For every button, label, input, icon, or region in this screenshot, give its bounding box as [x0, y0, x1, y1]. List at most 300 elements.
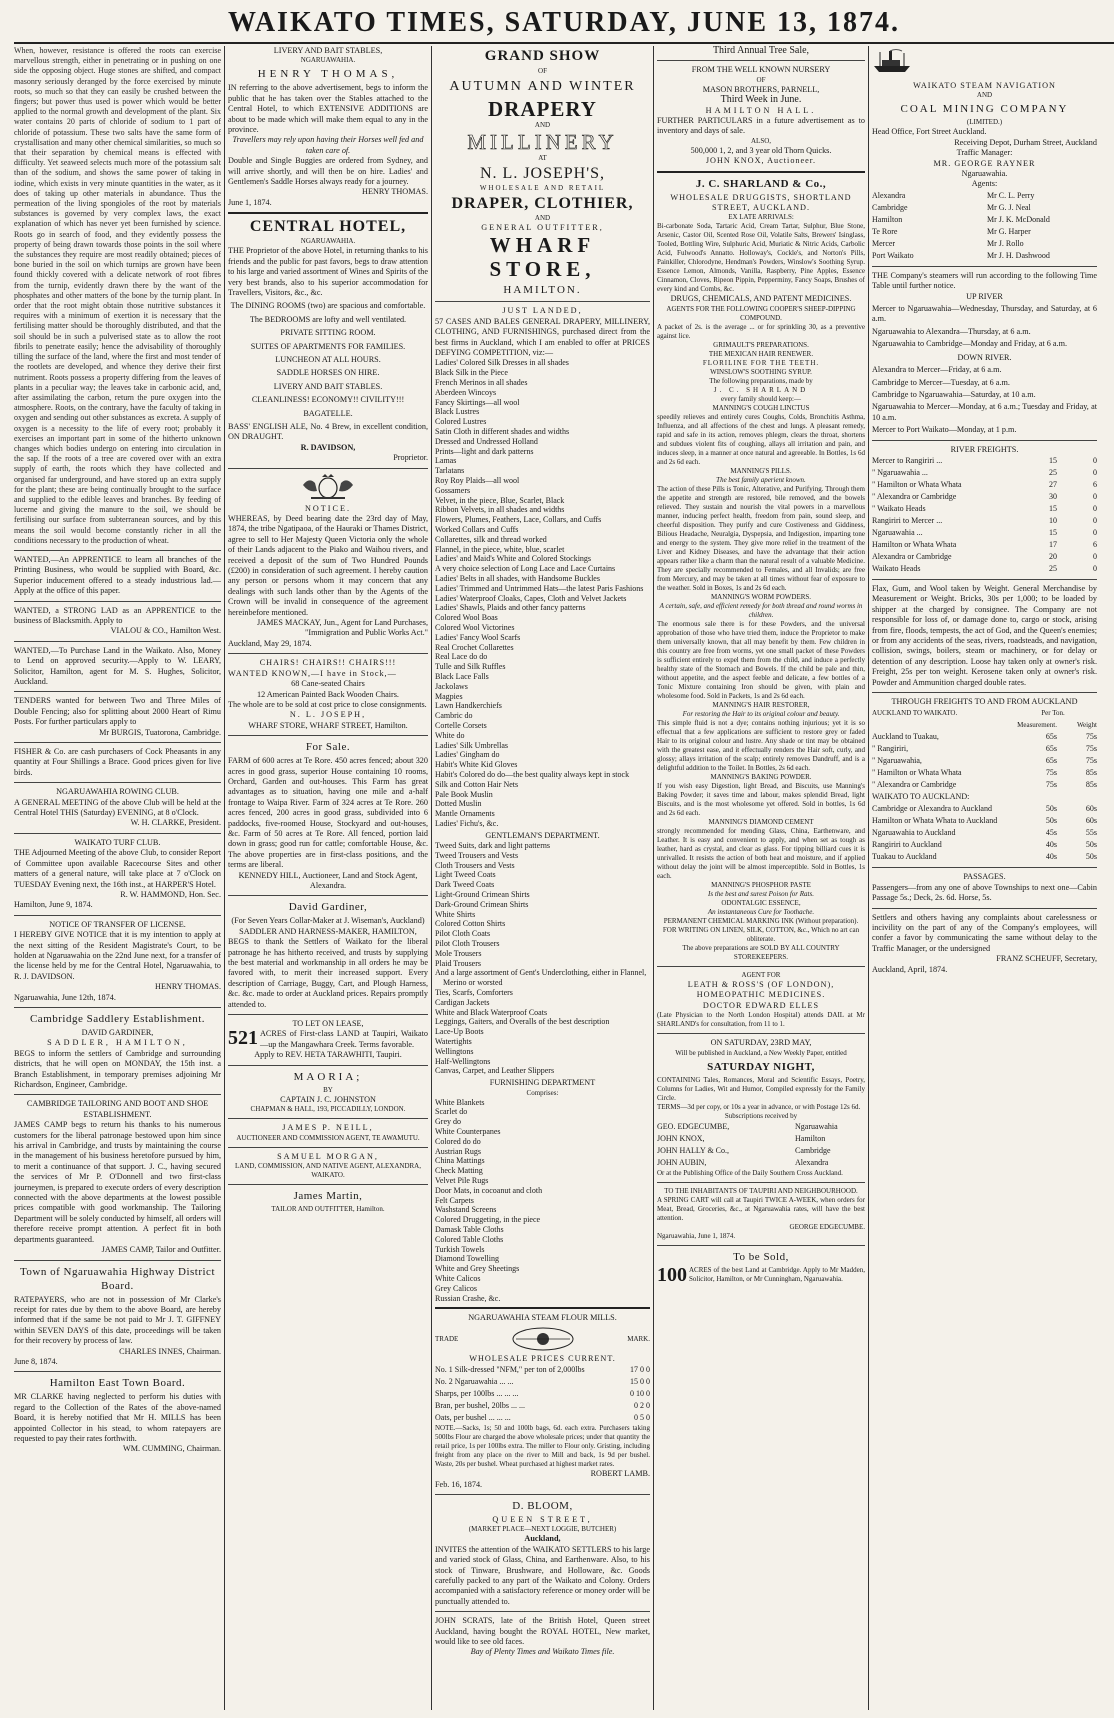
tree-from: FROM THE WELL KNOWN NURSERY	[691, 65, 831, 75]
trade-mark-row	[435, 1326, 650, 1352]
cough-text: speedily relieves and entirely cures Coughs, Colds, Bronchitis Asthma, Influenza, and all affections of the chest and lungs. A pleasant remedy, rapid and safe in its action, removes phlegm, clears the throat, shortens and subdues violent fits of coughing, allays all irritation and pain, and induces sleep, in a manner at once natural and agreeable. In Bottles, 1s 6d and 2s 6d each.	[657, 412, 865, 466]
odont-heading: ODONTALGIC ESSENCE,	[721, 898, 801, 907]
scratt-text: JOHN SCRATS, late of the British Hotel, Queen street Auckland, having bought the ROYAL HOTEL, New market, would like to see old faces.	[435, 1616, 650, 1647]
drapery-item: Roy Roy Plaids—all wool	[435, 476, 520, 485]
column-rule	[224, 46, 225, 1710]
agent-town: Cambridge	[872, 202, 908, 212]
through-route: " Hamilton or Whata Whata	[872, 768, 962, 778]
through-route: " Rangiriri,	[872, 744, 909, 754]
furnishing-item: Grey Calicos	[435, 1283, 477, 1293]
divider	[228, 653, 428, 654]
odont-sub: An instantaneous Cure for Toothache.	[707, 907, 815, 916]
divider	[14, 1371, 221, 1372]
sold-acres-number: 100	[657, 1263, 687, 1286]
drapery-item: Ribbon Velvets, in all shades and widths	[435, 505, 565, 515]
freight-row	[872, 563, 1097, 575]
agents-heading: AGENTS FOR THE FOLLOWING COOPER'S SHEEP-DIPPING COMPOUND.	[666, 304, 856, 322]
ad-date: Auckland, May 29, 1874.	[228, 638, 312, 648]
drapery-item: Black Lustres	[435, 407, 480, 417]
divider	[228, 1147, 428, 1148]
neill-text: AUCTIONEER AND COMMISSION AGENT, TE AWAMUTU.	[236, 1133, 420, 1142]
bloom-town: Auckland,	[524, 1534, 561, 1544]
furnishing-item: Colored do do	[435, 1136, 481, 1146]
furnishing-item: Scarlet do	[435, 1107, 468, 1117]
chairs-signature: N. L. JOSEPH,	[289, 710, 367, 720]
freight-route: " Alexandra or Cambridge	[872, 491, 957, 501]
freight-row	[872, 503, 1097, 515]
column-4	[657, 46, 865, 1710]
agent-town: Alexandra	[872, 190, 906, 200]
through-weight: 85s	[1085, 780, 1097, 790]
lease-body: ACRES of First-class LAND at Taupiri, Waikato—up the Mangawhara Creek. Terms favorable.	[260, 1029, 428, 1049]
grand-and: AND	[534, 121, 551, 129]
ad-signature: KENNEDY HILL, Auctioneer, Land and Stock Agent, Alexandra.	[238, 870, 418, 890]
divider	[228, 212, 428, 214]
coal-heading: COAL MINING COMPANY	[900, 103, 1069, 116]
maoria-heading: MAORIA;	[293, 1070, 363, 1083]
freight-row	[872, 539, 1097, 551]
ad-date: Hamilton, June 9, 1874.	[14, 900, 93, 910]
gents-item: Colored Cotton Shirts	[435, 919, 506, 929]
price-item: Bran, per bushel, 20lbs ... ...	[435, 1401, 525, 1411]
through-row	[872, 851, 1097, 863]
through-route: Tuakau to Auckland	[872, 852, 937, 862]
gents-item: Cloth Trousers and Vests	[435, 860, 515, 870]
for-sale-text: FARM of 600 acres at Te Rore. 450 acres fenced; about 320 acres in good grass, superior House containing 10 rooms, Orchard, Garden and out-houses. This Farm has great advantages as to situation, having one mile and a-half frontage to Waipa River. Farm of 324 acres at Te Rore. 260 acres fenced, 200 acres in good grass, subdivided into 6 paddocks, five-roomed House, Stockyard and out-houses, &c. Farm of 50 acres at Te Rore. All fenced, portion laid down in grass; good run for cattle; comfortable House, &c. The above properties are in first-class positions, and the terms are liberal.	[228, 756, 428, 870]
ad-signature: Proprietor.	[393, 453, 428, 463]
furnishing-item: Washstand Screens	[435, 1205, 497, 1215]
saddlery-town: SADDLER, HAMILTON,	[47, 1038, 188, 1048]
freight-shillings: 25	[1049, 467, 1057, 477]
steam-and: AND	[976, 91, 993, 100]
tree-also: ALSO,	[750, 136, 772, 145]
up-river-heading: UP RIVER	[966, 291, 1003, 301]
freight-row	[872, 551, 1097, 563]
through-subheader-blank	[872, 719, 1009, 731]
diamond-heading: MANNING'S DIAMOND CEMENT	[708, 817, 814, 826]
ad-signature: HENRY THOMAS.	[155, 982, 221, 992]
arrivals-text: Bi-carbonate Soda, Tartaric Acid, Cream Tartar, Sulphur, Blue Stone, Arsenic, Castor Oil, Scented Rose Oil, Volatile Salts, Brewers' Isinglass, Tooled, Bottling Wire, Sulphuric Acid, Muriatic & Nitric Acids, Carbolic Acid, Fulwood's Annatto. Holloway's, Cockle's, and Norton's Pills, Painkiller, Chlorodyne, Hendman's Powders, Winslow's Soothing Syrup. Essence Lemon, Almonds, Vanilla, Raspberry, Pine Apples, Essence Cinnamon, Cloves, Ripeon Pippin, Pepperminy, Fancy Soaps, Brushes of every kind and Combs, &c.	[657, 222, 865, 294]
passages-text: Passengers—from any one of above Townships to next one—Cabin Passage 5s.; Deck, 2s. 6d. Horse, 5s.	[872, 882, 1097, 903]
gents-item: Tweed Trousers and Vests	[435, 850, 519, 860]
freight-route: " Hamilton or Whata Whata	[872, 479, 962, 489]
wharf-store: WHARF STORE,	[489, 233, 596, 282]
subscriber-name: GEO. EDGECUMBE,	[657, 1121, 730, 1131]
through-measure: 45s	[1045, 828, 1057, 838]
worm-sub: A certain, safe, and efficient remedy for both thread and round worms in children.	[659, 601, 863, 619]
price-value: 0 10 0	[630, 1389, 650, 1399]
license-notice: I HEREBY GIVE NOTICE that it is my intention to apply at the next sitting of the Resident Magistrate's Court, to be holden at Ngaruawahia on the 22nd June next, for a transfer of the license held by me for the Central Hotel, Ngaruawahia, to R. J. DAVIDSON.	[14, 930, 221, 981]
ad-date: Ngaruawahia, June 12th, 1874.	[14, 992, 116, 1002]
through-row	[872, 731, 1097, 743]
gents-item: Half-Wellingtons	[435, 1056, 491, 1066]
through-route: Cambridge or Alexandra to Auckland	[872, 804, 992, 814]
hair-sub: For restoring the Hair to its original colour and beauty.	[682, 709, 840, 718]
martin-name: James Martin,	[293, 1189, 363, 1202]
drapery-item: Ladies' Fichu's, &c.	[435, 818, 499, 828]
through-weight: 55s	[1085, 828, 1097, 838]
furnishing-item: White Calicos	[435, 1273, 481, 1283]
divider	[14, 742, 221, 743]
column-1	[14, 46, 221, 1710]
thomas-italic: Travellers may rely upon having their Horses well fed and taken care of.	[232, 135, 424, 155]
hotel-feature: LIVERY AND BAIT STABLES.	[273, 381, 383, 391]
freight-row	[872, 455, 1097, 467]
hotel-proprietor: R. DAVIDSON,	[300, 442, 356, 452]
freight-route: Ngaruawahia ...	[872, 527, 923, 537]
price-value: 17 0 0	[630, 1365, 650, 1375]
through-route: Rangiriri to Auckland	[872, 840, 942, 850]
bloom-sub: (MARKET PLACE—NEXT LOGGIE, BUTCHER)	[468, 1525, 617, 1534]
column-2	[228, 46, 428, 1710]
price-value: 0 5 0	[634, 1413, 650, 1423]
drapery-item: Dressed and Undressed Holland	[435, 436, 538, 446]
furnishing-item: Velvet Pile Rugs	[435, 1176, 489, 1185]
subscriber-town: Ngaruawahia	[795, 1121, 838, 1131]
grand-at: AT	[538, 154, 547, 162]
column-rule	[431, 46, 432, 1710]
agent-row	[872, 238, 1097, 250]
freight-shillings: 25	[1049, 563, 1057, 573]
tree-week: Third Week in June.	[720, 94, 802, 106]
divider	[657, 1033, 865, 1034]
maoria-by: BY	[323, 1085, 333, 1094]
diamond-text: strongly recommended for mending Glass, China, Earthenware, and Leather. It is easy and convenient to apply, and when set as tough as leather, hard as crystal, and clear as glass. For tipping billiard cues it is unrivalled. It resists the action of both heat and moisture, and if applied without delay the joint will be almost imperceptible. Sold in Bottles, 1s each.	[657, 826, 865, 880]
steamship-icon	[872, 48, 912, 74]
divider	[657, 1182, 865, 1183]
freight-shillings: 30	[1049, 491, 1057, 501]
freight-shillings: 27	[1049, 479, 1057, 489]
through-measure	[1009, 791, 1057, 803]
mexican: THE MEXICAN HAIR RENEWER.	[708, 349, 814, 358]
flour-mills-heading: NGARUAWAHIA STEAM FLOUR MILLS.	[468, 1313, 617, 1323]
notice-heading: NOTICE.	[304, 503, 352, 513]
freight-pence: 0	[1093, 527, 1097, 537]
subscriber-row	[657, 1145, 865, 1157]
through-measure: 75s	[1045, 768, 1057, 778]
newspaper-title: WAIKATO TIMES, SATURDAY, JUNE 13, 1874.	[227, 7, 901, 38]
thomas-notice: IN referring to the above advertisement, begs to inform the public that he has taken over the Stables attached to the Central Hotel, to which EXTENSIVE ADDITIONS are about to be made which will make them equal to any in the province.	[228, 83, 428, 135]
gents-item: Watertights	[435, 1037, 472, 1047]
through-row	[872, 839, 1097, 851]
subscriber-name: JOHN HALLY & Co.,	[657, 1145, 730, 1155]
agents-text: A packet of 2s. is the average ... or for sprinkling 30, as a preventive against lice.	[657, 322, 865, 340]
freight-route: " Waikato Heads	[872, 503, 926, 513]
through-measure: 65s	[1045, 732, 1057, 742]
freight-row	[872, 527, 1097, 539]
through-route: Ngaruawahia to Auckland	[872, 828, 956, 838]
drapery-item: Lamas	[435, 456, 457, 466]
hotel-feature: SUITES OF APARTMENTS FOR FAMILIES.	[250, 341, 406, 351]
hair-heading: MANNING'S HAIR RESTORER,	[712, 700, 810, 709]
down-river-item: Alexandra to Mercer—Friday, at 6 a.m.	[872, 365, 1002, 375]
agent-list	[872, 190, 1097, 262]
prep-line-2: every family should keep:—	[721, 394, 801, 403]
divider	[14, 691, 221, 692]
price-item: Oats, per bushel ... ... ...	[435, 1413, 511, 1423]
lease-text	[228, 1029, 428, 1050]
rowing-club-heading: NGARUAWAHIA ROWING CLUB.	[56, 787, 179, 797]
pills-sub: The best family aperient known.	[716, 475, 806, 484]
ad-signature: WM. CUMMING, Chairman.	[122, 1444, 221, 1454]
lease-acres-number: 521	[228, 1027, 258, 1050]
through-weight: 75s	[1085, 732, 1097, 742]
divider	[14, 641, 221, 642]
drapery-item: Tulle and Silk Ruffles	[435, 662, 506, 672]
through-weight: 50s	[1085, 840, 1097, 850]
freight-pence: 0	[1093, 563, 1097, 573]
tree-text: FURTHER PARTICULARS in a future advertisement as to inventory and days of sale.	[657, 116, 865, 136]
price-item: No. 2 Ngaruawahia ... ...	[435, 1377, 514, 1387]
central-hotel-ale: BASS' ENGLISH ALE, No. 4 Brew, in excellent condition, ON DRAUGHT.	[228, 421, 428, 442]
up-river-item: Ngaruawahia to Alexandra—Thursday, at 6 a.m.	[872, 326, 1031, 336]
gents-item: Tweed Suits, dark and light patterns	[435, 841, 550, 851]
drapery-item: Ladies' Gingham do	[435, 750, 500, 760]
subscriber-row	[657, 1157, 865, 1169]
drapery-item: Colored Wool Boas	[435, 613, 498, 623]
furnishing-item: Russian Crashe, &c.	[435, 1293, 501, 1303]
head-office: Head Office, Fort Street Auckland.	[872, 127, 987, 137]
agent-town: Mercer	[872, 238, 896, 248]
drapery-item: Black Lace Falls	[435, 671, 489, 681]
drapery-list	[435, 358, 650, 828]
furnishing-item: Door Mats, in cocoanut and cloth	[435, 1185, 543, 1195]
hotel-feature: LUNCHEON AT ALL HOURS.	[275, 354, 381, 364]
drapery-item: A very choice selection of Long Lace and Lace Curtains	[435, 564, 616, 574]
drapery-item: Ladies' Trimmed and Untrimmed Hats—the latest Paris Fashions	[435, 583, 644, 593]
divider	[657, 966, 865, 967]
gents-item: Plaid Trousers	[435, 958, 482, 968]
notice-text: WHEREAS, by Deed bearing date the 23rd day of May, 1874, the tribe Ngatipaoa, of the Hauraki or Thames District, agree to sell to Her Majesty Queen Victoria only the whole of their Lands adjacent to the Piako and Waihou rivers, and received a deposit of the sum of Two Hundred Pounds (£200) in consideration of such agreement. I hereby caution any person or persons whom it may concern that any dealings with such lands other than by the Agents of the Crown will be invalid in consequence of the agreement hereinbefore mentioned.	[228, 514, 428, 617]
grand-of: OF	[538, 67, 547, 75]
through-freight-table	[872, 731, 1097, 863]
agent-row	[872, 214, 1097, 226]
ad-signature: HENRY THOMAS.	[362, 187, 428, 197]
through-subheader-measure: Measurement.	[1017, 721, 1057, 730]
marking-heading: PERMANENT CHEMICAL MARKING INK (Without preparation).	[663, 916, 859, 925]
freight-shillings: 15	[1049, 503, 1057, 513]
worm-heading: MANNING'S WORM POWDERS.	[710, 592, 812, 601]
divider	[657, 1245, 865, 1246]
agent-name: Mr G. J. Neal	[987, 202, 1031, 212]
furnishing-item: Colored Table Cloths	[435, 1234, 504, 1244]
through-row	[872, 779, 1097, 791]
ad-signature: JAMES MACKAY, Jun., Agent for Land Purchases, "Immigration and Public Works Act."	[256, 618, 428, 638]
drapery-item: Worked Collars and Cuffs	[435, 524, 519, 534]
gardiner-subheading: (For Seven Years Collar-Maker at J. Wiseman's, Auckland) SADDLER AND HARNESS-MAKER, HAMILTON,	[231, 916, 425, 936]
grand-hamilton: HAMILTON.	[503, 284, 582, 297]
divider	[228, 1118, 428, 1119]
drapery-item: Ladies' Belts in all shades, with Handsome Buckles	[435, 573, 600, 583]
bloom-text: INVITES the attention of the WAIKATO SETTLERS to his large and varied stock of Glass, China, and Earthenware. Also, to his stock of Tinware, Brushware, and Holloware, &c. Goods carefully packed to any part of the Waikato and Colony. Orders accompanied with a satisfactory reference or money order will be punctually attended to.	[435, 1544, 650, 1606]
drapery-item: Silk and Cotton Hair Nets	[435, 779, 519, 789]
column-rule	[653, 46, 654, 1710]
column-3	[435, 46, 650, 1710]
chairs-item: 12 American Painted Back Wooden Chairs.	[257, 689, 399, 699]
through-row	[872, 803, 1097, 815]
ad-signature: W. H. CLARKE, President.	[130, 818, 221, 828]
furnishing-item: White and Grey Sheetings	[435, 1264, 520, 1274]
agent-name: Mr J. K. McDonald	[987, 214, 1050, 224]
through-row	[872, 743, 1097, 755]
settlers-text: Settlers and others having any complaints about carelessness or incivility on the part of any of the Company's employees, will confer a favor by communicating the same without delay to the Traffic Manager, or the undersigned	[872, 912, 1097, 953]
pills-text: The action of these Pills is Tonic, Alterative, and Purifying. Through them the appetite and strength are restored, bile removed, and the bowels relieved. They sustain and nourish the vital powers in a marvellous manner, inducing perfect health, freedom from pain, sound sleep, and cheerful disposition. They purify and cure Costiveness and Giddiness, Bilious Headache, Neuralgia, Dyspepsia, and Indigestion, imparting tone and energy to the system. They give more relief in the treatment of the Liver and Kidney Diseases, and have the advantage that their action appears rather like a charm than the natural result of a valuable Medicine. They are specially recommended to Females, and all Invalids; are free from Mercury, and may be taken at all times without fear of exposure to the weather. Sold in Boxes, 1s and 2s 6d each.	[657, 484, 865, 592]
drapery-item: Ladies' Shawls, Plaids and other fancy patterns	[435, 603, 586, 613]
traffic-manager-name: MR. GEORGE RAYNER	[933, 158, 1036, 168]
ad-apprentice-blacksmith: WANTED, a STRONG LAD as an APPRENTICE to the business of Blacksmith. Apply to	[14, 605, 221, 625]
drapery-item: Real Lace do do	[435, 652, 488, 662]
saturday-pub: Will be published in Auckland, a New Weekly Paper, entitled	[675, 1048, 847, 1057]
sold-line: The above preparations are SOLD BY ALL COUNTRY STOREKEEPERS.	[682, 943, 840, 961]
divider	[14, 1007, 221, 1008]
down-river-heading: DOWN RIVER.	[957, 352, 1012, 362]
drapery-item: Gossamers	[435, 485, 471, 495]
drapery-item: Dotted Muslin	[435, 799, 482, 809]
ad-signature: GEORGE EDGECUMBE.	[789, 1222, 865, 1231]
hotel-feature: The DINING ROOMS (two) are spacious and comfortable.	[230, 301, 426, 311]
subscriber-town: Alexandra	[795, 1157, 829, 1167]
hotel-feature: SADDLE HORSES ON HIRE.	[276, 368, 380, 378]
divider	[14, 601, 221, 602]
through-measure: 65s	[1045, 756, 1057, 766]
ad-date: Ngaruawahia, June 1, 1874.	[657, 1231, 736, 1240]
saturday-night-title: SATURDAY NIGHT,	[707, 1060, 815, 1073]
grand-and-2: AND	[534, 214, 551, 222]
through-weight: 85s	[1085, 768, 1097, 778]
saddlery-name: DAVID GARDINER,	[81, 1027, 154, 1037]
furnishing-item: Damask Table Cloths	[435, 1224, 504, 1234]
through-route: Hamilton or Whata Whata to Auckland	[872, 816, 998, 826]
chairs-signature-2: WHARF STORE, WHARF STREET, Hamilton.	[248, 720, 408, 730]
subscriber-row	[657, 1133, 865, 1145]
highway-notice: RATEPAYERS, who are not in possession of Mr Clarke's receipt for rates due by them to the above Board, are hereby informed that if the same be not paid to Mr J. T. GIFFNEY within SEVEN DAYS of this date, proceedings will be taken for their recovery by process of law.	[14, 1294, 221, 1346]
phosphor-heading: MANNING'S PHOSPHOR PASTE	[711, 880, 811, 889]
drapery-item: French Merinos in all shades	[435, 378, 528, 388]
grimault: GRIMAULT'S PREPARATIONS.	[713, 340, 809, 349]
freight-row	[872, 467, 1097, 479]
through-measure: 75s	[1045, 780, 1057, 790]
freight-pence: 0	[1093, 467, 1097, 477]
freight-pence: 0	[1093, 455, 1097, 465]
up-river-list	[872, 304, 1097, 350]
ad-apprentice-printing: WANTED,—An APPRENTICE to learn all branches of the Printing Business, who would be supplied with Board, &c. Superior inducement offered to a steady industrious lad.—Apply at the office of this paper.	[14, 554, 221, 596]
thomas-notice-2: Double and Single Buggies are ordered from Sydney, and will arrive shortly, and will then be on hire. Ladies' and Gentlemen's Saddle Horses always ready for a journey.	[228, 156, 428, 187]
freight-shillings: 15	[1049, 455, 1057, 465]
divider	[228, 1014, 428, 1015]
ad-pheasants: FISHER & Co. are cash purchasers of Cock Pheasants in any quantity at Four Shillings a Brace. Good prices given for live birds.	[14, 747, 221, 777]
gents-item: Cardigan Jackets	[435, 997, 490, 1007]
central-hotel-town: NGARUAWAHIA.	[300, 237, 356, 246]
ad-signature: Apply to REV. HETA TARAWHITI, Taupiri.	[254, 1050, 402, 1060]
rowing-club-notice: A GENERAL MEETING of the above Club will be held at the Central Hotel THIS (Saturday) EVENING, at 8 o'Clock.	[14, 797, 221, 818]
furnishing-item: White Blankets	[435, 1097, 485, 1107]
tailoring-notice: JAMES CAMP begs to return his thanks to his numerous customers for the liberal patronage bestowed upon him since his arrival in Cambridge, and trusts by maintaining the course in the management of his business heretofore pursued by him, to merit a continuance of that support. J. C., having secured the services of Mr P. O'Donnell and two first-class journeymen, is prepared to execute orders of every description connected with the above departments at the lowest possible prices compatible with good workmanship. The Tailoring Department will be solely conducted by himself, all orders will therefore receive prompt attention. A perfect fit in both departments guaranteed.	[14, 1120, 221, 1244]
gents-item: And a large assortment of Gent's Underclothing, either in Flannel, Merino or worsted	[435, 968, 647, 988]
prices-table	[435, 1364, 650, 1424]
joseph-name: N. L. JOSEPH'S,	[479, 165, 605, 182]
morgan-name: SAMUEL MORGAN,	[277, 1151, 379, 1161]
license-heading: NOTICE OF TRANSFER OF LICENSE.	[49, 919, 186, 929]
drapery-item: Tarlatans	[435, 466, 465, 476]
ad-tenders: TENDERS wanted for between Two and Three Miles of Double Fencing; also for splitting about 2000 Heart of Rimu Posts. For further particulars apply to	[14, 696, 221, 727]
furnishing-item: Colored Druggeting, in the piece	[435, 1215, 541, 1225]
gardiner-heading: David Gardiner,	[288, 901, 368, 914]
divider	[228, 1065, 428, 1066]
article-text: When, however, resistance is offered the roots can exercise marvellous strength, either in penetrating or in pushing on one side the opposing object. Huge stones are shifted, and compact masonry seriously deranged by the force exercised by minute roots, so much so that they can easily be crushed between the fingers; but power thus used is power which would be better applied to the normal growth and development of the plant. Six water contains 20 parts of chloride of sodium to 1 part of chloride of potassium. These two salts have the same form of crystallisation and many other chemical similarities, so much so that their separation by chemical means is effected with difficulty. Yet seaweed selects much more of the potassium salt than of the sodium, and shows the same power of taking in iodine, which exists in very minute quantities in the water, as it does of taking up other materials in abundance. Thus the permeation of the living spongioles of the root by materials substances is governed by very complex laws, the exact explanation of which has never yet been furnished by science. Roots go in search of food, and they evidently possess the property of being drawn towards those points in the soil where the substances they require are most readily obtained; pieces of bone buried in the soil on which turnips are grown have been found thickly covered with a delicate network of root fibres from the turnip, evidently drawn there by the want of the phosphates and other matters of the bone by the turnip plant. In order that the root might obtain those nutritive substances it requires with a minimum of exertion it is necessary that the fertilising matter should be thoroughly distributed, and that the soil should be in such a pulverised state as to allow the root fibrils to penetrate easily; hence the advisability of thoroughly tilling the surface of the land, where the first and most tender of the rootlets are developed, and whence they derive their first nutriment. Roots possess a property differing from the leaves of plants in a peculiar way; the leaves take in carbonic acid, and, after assimilating the carbon, return the pure oxygen into the atmosphere. Roots, on the contrary, have the faculty of taking in oxygen and sending out other substances as excreta. A supply of oxygen is a necessity to the life of every root; probably it exercises an important part in some of the hitherto unknown changes which bodies undergo on entering into circulation in the sap. If the roots of a tree are covered over with an extra supply of earth, the roots which they have collected and organised far underground, and have stored up an extra supply for the plant; these are being continually brought to the surface and supplied to the edible leaves and branches. By feeding of lucerne and giving the manure to the soil, we should be fertilising our surface from subterranean sources, and by this means the soil would become constantly richer in all the conditions necessary to the production of wheat.	[14, 46, 221, 545]
freights-heading: RIVER FREIGHTS.	[950, 444, 1019, 454]
freight-pence: 0	[1093, 491, 1097, 501]
down-river-item: Mercer to Port Waikato—Monday, at 1 p.m.	[872, 425, 1017, 435]
furnishing-item: Turkish Towels	[435, 1244, 485, 1254]
livery-heading: LIVERY AND BAIT STABLES,	[273, 46, 383, 55]
price-row	[435, 1376, 650, 1388]
subscriber-name: JOHN AUBIN,	[657, 1157, 707, 1167]
through-measure: 40s	[1045, 852, 1057, 862]
millinery-heading: MILLINERY	[467, 130, 618, 154]
landed-text: 57 CASES AND BALES GENERAL DRAPERY, MILLINERY, CLOTHING, AND FURNISHINGS, purchased direct from the best firms in Auckland, which I am enabled to offer at PRICES DEFYING COMPETITION, viz:—	[435, 316, 650, 358]
freight-shillings: 20	[1049, 551, 1057, 561]
price-item: Sharps, per 100lbs ... ... ...	[435, 1389, 519, 1399]
drapery-item: Collarettes, silk and thread worked	[435, 534, 547, 544]
price-row	[435, 1412, 650, 1424]
chairs-item: 68 Cane-seated Chairs	[291, 679, 365, 689]
divider	[14, 550, 221, 551]
drapery-item: Satin Cloth in different shades and widths	[435, 427, 570, 437]
baking-heading: MANNING'S BAKING POWDER.	[710, 772, 812, 781]
highway-heading: Town of Ngaruawahia Highway District Board.	[19, 1265, 215, 1292]
subs-tail: Or at the Publishing Office of the Daily Southern Cross Auckland.	[657, 1168, 843, 1177]
central-hotel-heading: CENTRAL HOTEL,	[249, 218, 407, 236]
tree-thorn: 500,000 1, 2, and 3 year old Thorn Quicks.	[690, 145, 832, 155]
through-measure: 40s	[1045, 840, 1057, 850]
through-weight: 60s	[1085, 816, 1097, 826]
sharland-sub: WHOLESALE DRUGGISTS, SHORTLAND STREET, AUCKLAND.	[670, 192, 852, 213]
mark-label: MARK.	[627, 1334, 650, 1343]
column-rule	[868, 46, 869, 1710]
furnishing-sub: Comprises:	[526, 1088, 559, 1097]
bloom-street: QUEEN STREET,	[492, 1514, 593, 1524]
furnishing-item: White Counterpanes	[435, 1127, 501, 1137]
divider	[872, 867, 1097, 868]
divider	[657, 60, 865, 61]
drapery-item: Colored Wool Victorines	[435, 622, 515, 632]
tree-of: OF	[756, 75, 766, 84]
divider	[14, 1260, 221, 1261]
hotel-feature: CLEANLINESS! ECONOMY!! CIVILITY!!!	[251, 395, 405, 405]
saturday-date: ON SATURDAY, 23RD MAY,	[710, 1038, 812, 1048]
up-river-item: Ngaruawahia to Cambridge—Monday and Friday, at 6 a.m.	[872, 339, 1068, 349]
divider	[872, 579, 1097, 580]
through-route: " Ngaruawahia,	[872, 756, 922, 766]
price-row	[435, 1388, 650, 1400]
drapery-item: Ladies' Colored Silk Dresses in all shades	[435, 358, 569, 368]
through-route: Auckland to Tuakau,	[872, 732, 939, 742]
gents-item: Dark-Ground Crimean Shirts	[435, 899, 529, 909]
drapery-item: Flannel, in the piece, white, blue, scarlet	[435, 544, 565, 554]
subs-heading: Subscriptions received by	[724, 1111, 798, 1120]
tree-mason: MASON BROTHERS, PARNELL,	[702, 84, 820, 94]
through-route: WAIKATO TO AUCKLAND:	[872, 792, 970, 802]
steam-heading: WAIKATO STEAM NAVIGATION	[913, 81, 1056, 90]
bloom-name: D. BLOOM,	[512, 1499, 573, 1512]
agent-town: Te Rore	[872, 226, 898, 236]
freight-route: Waikato Heads	[872, 563, 921, 573]
subscription-agents	[657, 1121, 865, 1169]
furnishing-item: Felt Carpets	[435, 1195, 474, 1205]
divider	[872, 692, 1097, 693]
drapery-item: Flowers, Plumes, Feathers, Lace, Collars, and Cuffs	[435, 515, 602, 525]
through-header-left: AUCKLAND TO WAIKATO.	[872, 709, 958, 718]
